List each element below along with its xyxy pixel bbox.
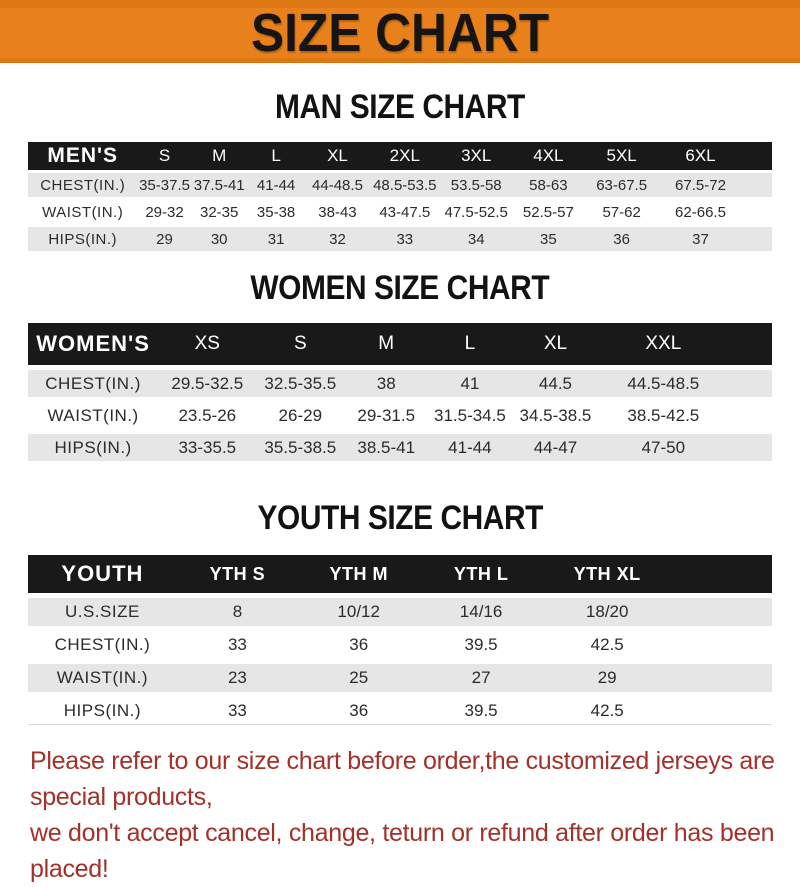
row-label: CHEST(IN.) — [40, 176, 126, 194]
size-cell: 34 — [467, 230, 485, 248]
size-cell: 25 — [349, 668, 369, 687]
size-cell: 38-43 — [318, 203, 357, 221]
size-cell: 37.5-41 — [193, 176, 245, 194]
size-cell: 35-37.5 — [139, 176, 190, 194]
size-cell: 29 — [597, 668, 617, 687]
youth-table-row — [28, 664, 772, 692]
women-table-row — [28, 402, 772, 429]
row-label: HIPS(IN.) — [28, 697, 177, 725]
men-table-row — [28, 173, 772, 197]
women-col-header: L — [464, 333, 476, 354]
men-col-header: XL — [327, 146, 348, 165]
men-col-header: 5XL — [606, 146, 637, 165]
row-label: WAIST(IN.) — [56, 668, 149, 687]
spacer-cell — [672, 598, 772, 626]
women-header-bar — [28, 323, 772, 365]
men-col-header: 6XL — [685, 146, 716, 165]
size-cell: 18/20 — [585, 602, 629, 621]
size-cell: 34.5-38.5 — [519, 405, 592, 425]
spacer-cell — [727, 434, 772, 461]
size-cell: 36 — [298, 697, 419, 725]
size-chart-banner — [0, 0, 800, 63]
size-cell: 33 — [396, 230, 414, 248]
size-cell: 67.5-72 — [675, 176, 726, 194]
youth-col-header: YTH M — [329, 563, 388, 584]
row-label: U.S.SIZE — [64, 602, 140, 621]
women-table-row — [28, 434, 772, 461]
men-col-header: 4XL — [533, 146, 564, 165]
size-cell: 48.5-53.5 — [373, 176, 437, 194]
women-table-body — [28, 370, 772, 461]
size-cell: 38 — [376, 373, 396, 393]
women-col-header: M — [378, 333, 395, 354]
size-cell: 32 — [329, 230, 346, 248]
women-col-header: XL — [543, 333, 568, 354]
youth-table-row — [28, 631, 772, 659]
section-title-youth — [0, 498, 800, 538]
size-cell: 27 — [471, 668, 491, 687]
size-cell: 35 — [540, 230, 557, 248]
row-label: HIPS(IN.) — [48, 230, 118, 248]
men-col-header: L — [271, 146, 281, 165]
youth-size-section — [0, 498, 800, 730]
youth-table-row — [28, 697, 772, 725]
size-cell: 53.5-58 — [450, 176, 502, 194]
spacer-cell — [742, 227, 772, 251]
men-size-section — [0, 87, 800, 254]
youth-col-header: YTH L — [453, 563, 509, 584]
size-cell: 41 — [460, 373, 480, 393]
size-cell: 26-29 — [278, 405, 323, 425]
men-table-head — [28, 142, 772, 170]
size-cell: 35-38 — [256, 203, 296, 221]
women-corner-label: WOMEN'S — [36, 331, 150, 356]
size-cell: 23 — [227, 668, 247, 687]
size-cell: 30 — [210, 230, 228, 248]
footer-disclaimer — [0, 743, 800, 887]
section-title-men — [0, 87, 800, 127]
youth-table-body — [28, 598, 772, 725]
spacer-cell — [727, 402, 772, 429]
size-cell: 8 — [232, 602, 243, 621]
size-cell: 23.5-26 — [178, 405, 237, 425]
youth-col-header: YTH S — [209, 563, 266, 584]
spacer-cell — [742, 173, 772, 197]
men-corner-label: MEN'S — [47, 144, 119, 167]
men-col-header: S — [158, 146, 171, 165]
size-cell: 37 — [692, 230, 709, 248]
footer-line-2: we don't accept cancel, change, teturn or refund after order has been placed! — [30, 819, 775, 883]
size-cell: 31.5-34.5 — [433, 405, 506, 425]
size-cell: 44-48.5 — [312, 176, 363, 194]
row-label: CHEST(IN.) — [45, 373, 141, 393]
women-col-header: XXL — [645, 333, 682, 354]
youth-col-header: YTH XL — [573, 563, 641, 584]
women-size-table — [28, 318, 772, 466]
men-header-bar — [28, 142, 772, 170]
banner-title: SIZE CHART — [250, 3, 550, 63]
size-cell: 39.5 — [464, 635, 498, 654]
size-cell: 32-35 — [200, 203, 239, 221]
size-cell: 42.5 — [590, 635, 624, 654]
size-cell: 36 — [613, 230, 630, 248]
size-cell: 35.5-38.5 — [264, 437, 337, 457]
size-cell: 52.5-57 — [522, 203, 574, 221]
spacer-cell — [742, 142, 772, 170]
spacer-cell — [742, 200, 772, 224]
section-title-women — [0, 268, 800, 308]
section-title-text-men: MAN SIZE CHART — [275, 88, 525, 126]
size-cell: 39.5 — [419, 697, 543, 725]
size-cell: 47.5-52.5 — [444, 203, 508, 221]
men-col-header: 3XL — [461, 146, 492, 165]
size-cell: 10/12 — [337, 602, 380, 621]
row-label: WAIST(IN.) — [47, 405, 139, 425]
section-title-text-women: WOMEN SIZE CHART — [250, 269, 550, 307]
men-table-row — [28, 227, 772, 251]
size-cell: 44.5-48.5 — [627, 373, 700, 393]
men-size-table — [28, 139, 772, 254]
size-cell: 62-66.5 — [675, 203, 726, 221]
spacer-cell — [727, 370, 772, 397]
size-cell: 42.5 — [543, 697, 672, 725]
size-cell: 38.5-41 — [357, 437, 416, 457]
size-cell: 43-47.5 — [379, 203, 431, 221]
youth-header-bar — [28, 555, 772, 593]
size-cell: 57-62 — [602, 203, 641, 221]
size-cell: 29-32 — [145, 203, 184, 221]
sections — [0, 87, 800, 730]
spacer-cell — [672, 664, 772, 692]
size-cell: 44-47 — [533, 437, 578, 457]
youth-table-row — [28, 598, 772, 626]
size-cell: 33 — [227, 635, 247, 654]
row-label: HIPS(IN.) — [54, 437, 132, 457]
size-cell: 29-31.5 — [357, 405, 416, 425]
size-cell: 38.5-42.5 — [627, 405, 700, 425]
spacer-cell — [672, 697, 772, 725]
spacer-cell — [672, 631, 772, 659]
size-cell: 29 — [156, 230, 173, 248]
men-table-row — [28, 200, 772, 224]
size-cell: 47-50 — [641, 437, 686, 457]
women-table-row — [28, 370, 772, 397]
size-cell: 29.5-32.5 — [171, 373, 244, 393]
men-col-header: 2XL — [389, 146, 420, 165]
size-cell: 58-63 — [529, 176, 568, 194]
women-col-header: XS — [194, 333, 220, 354]
row-label: WAIST(IN.) — [42, 203, 124, 221]
women-col-header: S — [293, 333, 307, 354]
spacer-cell — [672, 555, 772, 593]
youth-corner-label: YOUTH — [61, 561, 144, 586]
men-col-header: M — [212, 146, 227, 165]
youth-table-head — [28, 555, 772, 593]
section-title-text-youth: YOUTH SIZE CHART — [257, 499, 543, 537]
footer-line-1: Please refer to our size chart before order,the customized jerseys are special products, — [30, 747, 775, 811]
size-cell: 33 — [177, 697, 298, 725]
size-cell: 32.5-35.5 — [264, 373, 337, 393]
size-cell: 41-44 — [256, 176, 296, 194]
men-table-body — [28, 173, 772, 251]
size-cell: 36 — [349, 635, 369, 654]
size-cell: 44.5 — [538, 373, 572, 393]
size-cell: 31 — [267, 230, 285, 248]
size-cell: 14/16 — [459, 602, 503, 621]
size-cell: 33-35.5 — [178, 437, 237, 457]
size-cell: 63-67.5 — [596, 176, 648, 194]
women-size-section — [0, 268, 800, 466]
women-table-head — [28, 323, 772, 365]
row-label: CHEST(IN.) — [54, 635, 151, 654]
youth-size-table — [28, 550, 772, 730]
spacer-cell — [727, 323, 772, 365]
size-cell: 41-44 — [448, 437, 492, 457]
